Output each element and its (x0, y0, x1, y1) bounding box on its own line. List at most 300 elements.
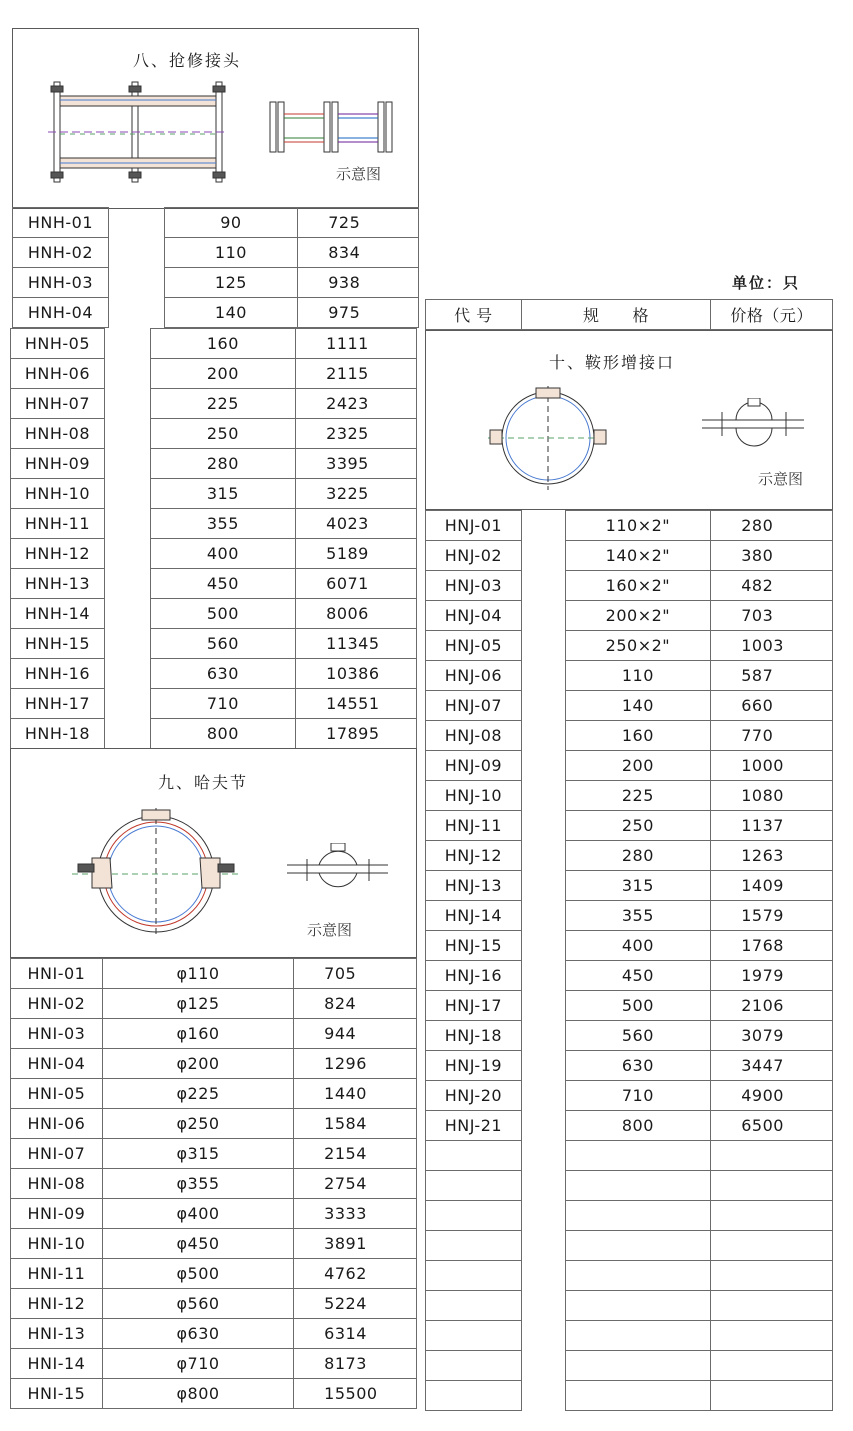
price-cell: 280 (711, 511, 833, 541)
spec-cell: 355 (150, 509, 295, 539)
blank-cell (521, 601, 565, 631)
blank-cell (104, 449, 150, 479)
table-row (11, 1319, 417, 1349)
blank-cell (521, 541, 565, 571)
spec-cell: 140 (565, 691, 711, 721)
code-cell: HNJ-02 (426, 541, 522, 571)
spec-cell: 800 (565, 1111, 711, 1141)
code-cell: HNH-07 (11, 389, 105, 419)
section10-title: 十、鞍形增接口 (549, 353, 676, 372)
code-cell (426, 1321, 522, 1351)
header-code: 代 号 (426, 300, 522, 330)
spec-cell: 315 (565, 871, 711, 901)
price-cell: 17895 (296, 719, 417, 749)
spec-cell: 140 (164, 298, 298, 328)
spec-cell: 110 (164, 238, 298, 268)
section8-title: 八、抢修接头 (133, 51, 242, 70)
table-row (426, 871, 833, 901)
price-cell: 2106 (711, 991, 833, 1021)
table-row (426, 1321, 833, 1351)
code-cell: HNI-02 (11, 989, 103, 1019)
spec-cell: 355 (565, 901, 711, 931)
spec-cell: φ710 (102, 1349, 293, 1379)
table-row (426, 1351, 833, 1381)
price-cell: 944 (294, 1019, 417, 1049)
price-cell: 1979 (711, 961, 833, 991)
price-cell: 1579 (711, 901, 833, 931)
code-cell: HNH-12 (11, 539, 105, 569)
table-row (426, 991, 833, 1021)
price-cell: 6071 (296, 569, 417, 599)
code-cell: HNH-08 (11, 419, 105, 449)
code-cell: HNH-09 (11, 449, 105, 479)
code-cell: HNH-13 (11, 569, 105, 599)
price-cell: 3333 (294, 1199, 417, 1229)
table-row (11, 1079, 417, 1109)
spec-cell: φ200 (102, 1049, 293, 1079)
code-cell (426, 1351, 522, 1381)
code-cell: HNJ-01 (426, 511, 522, 541)
code-cell: HNJ-15 (426, 931, 522, 961)
blank-cell (521, 871, 565, 901)
table-row (426, 781, 833, 811)
spec-cell: φ225 (102, 1079, 293, 1109)
price-cell: 15500 (294, 1379, 417, 1409)
blank-cell (104, 479, 150, 509)
table-row (426, 631, 833, 661)
price-cell: 4762 (294, 1259, 417, 1289)
table-row (11, 479, 417, 509)
table-row (11, 1379, 417, 1409)
spec-cell: φ630 (102, 1319, 293, 1349)
price-cell: 2423 (296, 389, 417, 419)
price-cell: 1296 (294, 1049, 417, 1079)
code-cell (426, 1201, 522, 1231)
price-cell: 2325 (296, 419, 417, 449)
spec-cell (565, 1321, 711, 1351)
code-cell: HNH-18 (11, 719, 105, 749)
price-cell: 1137 (711, 811, 833, 841)
price-cell: 11345 (296, 629, 417, 659)
price-cell: 6314 (294, 1319, 417, 1349)
blank-cell (521, 1261, 565, 1291)
blank-cell (521, 1051, 565, 1081)
spec-cell: 710 (150, 689, 295, 719)
code-cell: HNH-05 (11, 329, 105, 359)
price-cell: 1584 (294, 1109, 417, 1139)
section10-table (425, 510, 833, 1411)
spec-cell: 560 (565, 1021, 711, 1051)
price-cell (711, 1201, 833, 1231)
code-cell: HNJ-18 (426, 1021, 522, 1051)
spec-cell: 140×2" (565, 541, 711, 571)
section9-caption: 示意图 (307, 921, 353, 939)
table-row (11, 419, 417, 449)
table-row (13, 208, 419, 238)
blank-cell (521, 901, 565, 931)
spec-cell: 125 (164, 268, 298, 298)
code-cell: HNH-15 (11, 629, 105, 659)
saddle-tee-schematic (700, 398, 806, 448)
spec-cell: 110×2" (565, 511, 711, 541)
code-cell: HNJ-17 (426, 991, 522, 1021)
price-cell (711, 1141, 833, 1171)
table-row (11, 599, 417, 629)
table-row (426, 721, 833, 751)
code-cell: HNH-17 (11, 689, 105, 719)
code-cell: HNH-14 (11, 599, 105, 629)
price-table-header (425, 299, 833, 330)
spec-cell: 250 (565, 811, 711, 841)
section8-caption: 示意图 (336, 165, 382, 183)
price-cell: 705 (294, 959, 417, 989)
table-row (426, 931, 833, 961)
spec-cell: 250×2" (565, 631, 711, 661)
spec-cell: 200×2" (565, 601, 711, 631)
table-row (11, 569, 417, 599)
blank-cell (521, 961, 565, 991)
table-row (426, 1201, 833, 1231)
table-row (13, 238, 419, 268)
table-row (11, 539, 417, 569)
code-cell: HNJ-09 (426, 751, 522, 781)
spec-cell: 160×2" (565, 571, 711, 601)
table-row (426, 961, 833, 991)
price-cell: 2754 (294, 1169, 417, 1199)
code-cell: HNI-07 (11, 1139, 103, 1169)
code-cell: HNH-02 (13, 238, 109, 268)
repair-joint-schematic (268, 100, 396, 156)
table-row (11, 329, 417, 359)
section10-caption: 示意图 (758, 470, 804, 488)
blank-cell (521, 631, 565, 661)
code-cell (426, 1291, 522, 1321)
table-row (426, 661, 833, 691)
table-row (426, 1231, 833, 1261)
table-row (11, 449, 417, 479)
spec-cell: φ355 (102, 1169, 293, 1199)
price-cell (711, 1321, 833, 1351)
blank-cell (521, 1291, 565, 1321)
section9-title: 九、哈夫节 (158, 773, 249, 792)
table-row (426, 1381, 833, 1411)
price-cell: 3447 (711, 1051, 833, 1081)
code-cell: HNJ-14 (426, 901, 522, 931)
price-cell: 975 (298, 298, 419, 328)
spec-cell: φ400 (102, 1199, 293, 1229)
price-cell: 10386 (296, 659, 417, 689)
code-cell: HNH-06 (11, 359, 105, 389)
spec-cell (565, 1171, 711, 1201)
table-row (426, 1051, 833, 1081)
table-row (11, 1139, 417, 1169)
half-coupling-schematic (285, 843, 390, 895)
spec-cell: 500 (150, 599, 295, 629)
spec-cell (565, 1141, 711, 1171)
spec-cell: 225 (565, 781, 711, 811)
price-cell: 703 (711, 601, 833, 631)
table-row (11, 1109, 417, 1139)
code-cell: HNI-05 (11, 1079, 103, 1109)
code-cell: HNH-01 (13, 208, 109, 238)
spec-cell: 710 (565, 1081, 711, 1111)
blank-cell (104, 329, 150, 359)
blank-cell (104, 419, 150, 449)
spec-cell: 200 (150, 359, 295, 389)
price-cell: 8173 (294, 1349, 417, 1379)
blank-cell (521, 721, 565, 751)
table-row (11, 389, 417, 419)
blank-cell (521, 841, 565, 871)
price-cell: 587 (711, 661, 833, 691)
table-row (426, 811, 833, 841)
price-cell: 834 (298, 238, 419, 268)
price-cell: 1111 (296, 329, 417, 359)
section9-table (10, 958, 417, 1409)
price-cell (711, 1171, 833, 1201)
price-cell (711, 1231, 833, 1261)
blank-cell (521, 1111, 565, 1141)
table-row (426, 541, 833, 571)
blank-cell (104, 389, 150, 419)
code-cell: HNI-13 (11, 1319, 103, 1349)
spec-cell (565, 1381, 711, 1411)
spec-cell (565, 1201, 711, 1231)
code-cell: HNI-08 (11, 1169, 103, 1199)
code-cell: HNI-12 (11, 1289, 103, 1319)
spec-cell: 450 (150, 569, 295, 599)
code-cell: HNJ-12 (426, 841, 522, 871)
price-cell: 482 (711, 571, 833, 601)
blank-cell (104, 539, 150, 569)
price-cell: 5189 (296, 539, 417, 569)
blank-cell (521, 661, 565, 691)
price-cell (711, 1351, 833, 1381)
spec-cell: φ160 (102, 1019, 293, 1049)
spec-cell: φ250 (102, 1109, 293, 1139)
saddle-tee-section-diagram (488, 386, 608, 490)
blank-cell (521, 1231, 565, 1261)
blank-cell (521, 1171, 565, 1201)
code-cell: HNJ-07 (426, 691, 522, 721)
table-row (11, 659, 417, 689)
price-cell: 1768 (711, 931, 833, 961)
spec-cell: 160 (565, 721, 711, 751)
code-cell (426, 1141, 522, 1171)
half-coupling-section-diagram (72, 808, 240, 938)
table-row (11, 1049, 417, 1079)
code-cell: HNJ-13 (426, 871, 522, 901)
code-cell: HNJ-19 (426, 1051, 522, 1081)
spec-cell: 630 (565, 1051, 711, 1081)
code-cell: HNJ-16 (426, 961, 522, 991)
spec-cell: 225 (150, 389, 295, 419)
table-row (426, 751, 833, 781)
table-row (426, 1291, 833, 1321)
table-row (11, 1349, 417, 1379)
code-cell: HNI-01 (11, 959, 103, 989)
price-cell: 4900 (711, 1081, 833, 1111)
spec-cell: 450 (565, 961, 711, 991)
code-cell: HNI-03 (11, 1019, 103, 1049)
spec-cell: 160 (150, 329, 295, 359)
spec-cell: φ315 (102, 1139, 293, 1169)
table-row (11, 1169, 417, 1199)
blank-cell (521, 751, 565, 781)
table-row (11, 989, 417, 1019)
section8-table-bottom (10, 328, 417, 749)
spec-cell: 315 (150, 479, 295, 509)
blank-cell (521, 1321, 565, 1351)
code-cell: HNH-10 (11, 479, 105, 509)
blank-cell (521, 571, 565, 601)
table-row (11, 1199, 417, 1229)
price-cell: 380 (711, 541, 833, 571)
blank-cell (104, 599, 150, 629)
spec-cell: φ800 (102, 1379, 293, 1409)
blank-cell (521, 781, 565, 811)
blank-cell (108, 208, 164, 238)
code-cell (426, 1171, 522, 1201)
spec-cell: 280 (565, 841, 711, 871)
code-cell: HNI-09 (11, 1199, 103, 1229)
price-cell: 725 (298, 208, 419, 238)
spec-cell (565, 1231, 711, 1261)
code-cell: HNI-10 (11, 1229, 103, 1259)
spec-cell: φ500 (102, 1259, 293, 1289)
price-cell (711, 1291, 833, 1321)
blank-cell (108, 268, 164, 298)
blank-cell (104, 509, 150, 539)
code-cell: HNI-06 (11, 1109, 103, 1139)
blank-cell (521, 1021, 565, 1051)
spec-cell (565, 1351, 711, 1381)
price-cell: 4023 (296, 509, 417, 539)
spec-cell: 280 (150, 449, 295, 479)
code-cell: HNI-11 (11, 1259, 103, 1289)
price-cell: 938 (298, 268, 419, 298)
spec-cell: φ125 (102, 989, 293, 1019)
blank-cell (521, 991, 565, 1021)
table-row (11, 959, 417, 989)
table-row (426, 1021, 833, 1051)
code-cell: HNJ-06 (426, 661, 522, 691)
table-row (426, 1171, 833, 1201)
price-cell: 1080 (711, 781, 833, 811)
code-cell: HNI-14 (11, 1349, 103, 1379)
table-row (426, 1141, 833, 1171)
price-cell: 3225 (296, 479, 417, 509)
spec-cell: 90 (164, 208, 298, 238)
code-cell (426, 1381, 522, 1411)
blank-cell (521, 511, 565, 541)
code-cell: HNI-15 (11, 1379, 103, 1409)
table-row (11, 719, 417, 749)
code-cell: HNJ-03 (426, 571, 522, 601)
price-cell: 2115 (296, 359, 417, 389)
unit-note: 单位：只 (732, 274, 801, 292)
code-cell: HNJ-10 (426, 781, 522, 811)
table-row (13, 268, 419, 298)
spec-cell: 110 (565, 661, 711, 691)
blank-cell (104, 629, 150, 659)
blank-cell (104, 659, 150, 689)
blank-cell (521, 811, 565, 841)
code-cell: HNJ-21 (426, 1111, 522, 1141)
code-cell (426, 1261, 522, 1291)
table-row (11, 1229, 417, 1259)
price-cell: 14551 (296, 689, 417, 719)
table-row (11, 629, 417, 659)
repair-joint-section-diagram (48, 78, 238, 188)
code-cell: HNJ-04 (426, 601, 522, 631)
table-row (426, 1111, 833, 1141)
blank-cell (104, 689, 150, 719)
price-cell: 5224 (294, 1289, 417, 1319)
price-cell: 3079 (711, 1021, 833, 1051)
section8-table-top (12, 207, 419, 328)
spec-cell: 200 (565, 751, 711, 781)
blank-cell (104, 719, 150, 749)
table-row (426, 511, 833, 541)
header-price: 价格（元） (711, 300, 833, 330)
blank-cell (521, 691, 565, 721)
spec-cell: φ560 (102, 1289, 293, 1319)
price-cell: 1263 (711, 841, 833, 871)
price-cell: 1440 (294, 1079, 417, 1109)
spec-cell (565, 1261, 711, 1291)
blank-cell (104, 569, 150, 599)
table-row (426, 1261, 833, 1291)
table-row (13, 298, 419, 328)
code-cell: HNJ-11 (426, 811, 522, 841)
blank-cell (521, 931, 565, 961)
code-cell: HNH-03 (13, 268, 109, 298)
price-cell: 6500 (711, 1111, 833, 1141)
blank-cell (521, 1381, 565, 1411)
blank-cell (521, 1081, 565, 1111)
code-cell: HNI-04 (11, 1049, 103, 1079)
table-row (11, 1019, 417, 1049)
price-cell (711, 1381, 833, 1411)
price-cell: 1409 (711, 871, 833, 901)
blank-cell (521, 1141, 565, 1171)
price-cell: 770 (711, 721, 833, 751)
table-row (426, 571, 833, 601)
price-cell: 8006 (296, 599, 417, 629)
spec-cell: 630 (150, 659, 295, 689)
price-cell: 1003 (711, 631, 833, 661)
table-row (426, 841, 833, 871)
table-row (11, 689, 417, 719)
price-cell: 1000 (711, 751, 833, 781)
table-row (11, 509, 417, 539)
price-cell: 2154 (294, 1139, 417, 1169)
code-cell (426, 1231, 522, 1261)
price-cell: 660 (711, 691, 833, 721)
table-row (426, 1081, 833, 1111)
code-cell: HNJ-20 (426, 1081, 522, 1111)
price-cell: 3891 (294, 1229, 417, 1259)
spec-cell: 800 (150, 719, 295, 749)
spec-cell: φ450 (102, 1229, 293, 1259)
spec-cell: 250 (150, 419, 295, 449)
spec-cell: 400 (150, 539, 295, 569)
code-cell: HNH-04 (13, 298, 109, 328)
spec-cell: 560 (150, 629, 295, 659)
header-spec: 规 格 (521, 300, 710, 330)
blank-cell (104, 359, 150, 389)
